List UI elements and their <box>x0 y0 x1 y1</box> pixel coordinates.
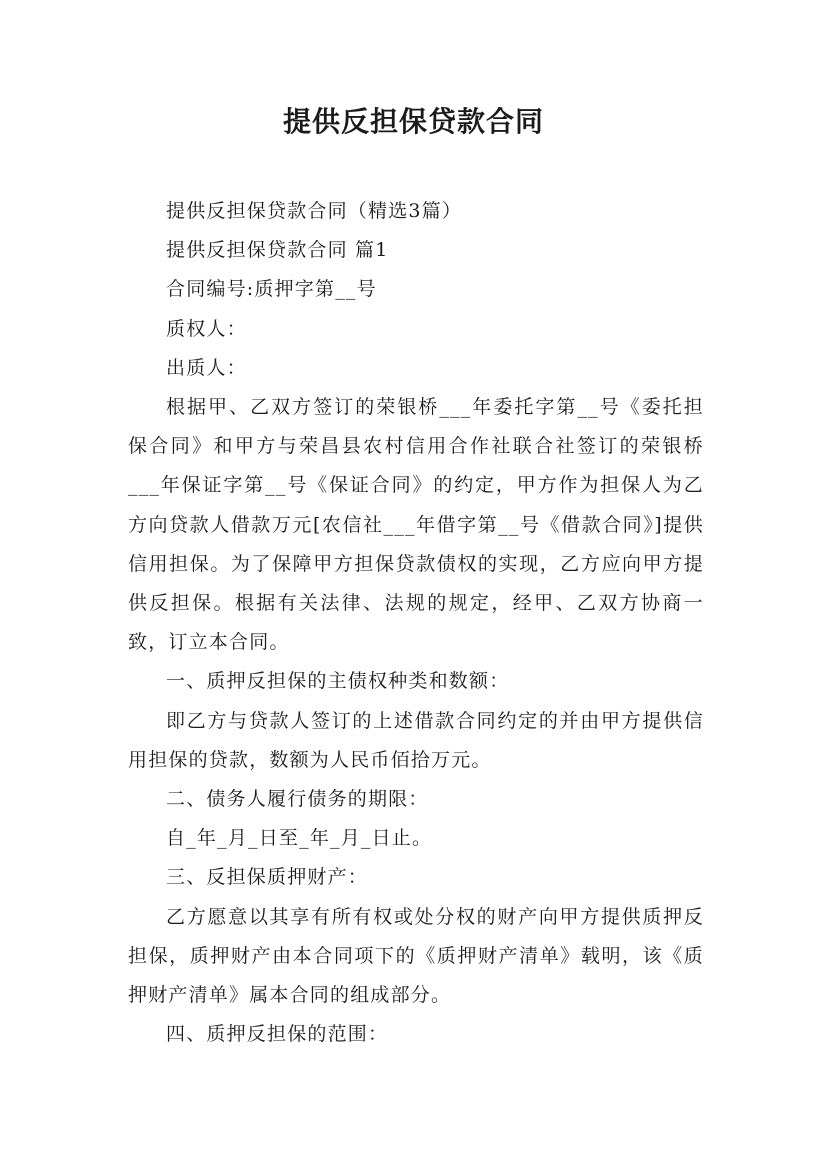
paragraph-section-3-heading: 三、反担保质押财产： <box>166 866 369 889</box>
paragraph-section-2-body: 自_年_月_日至_年_月_日止。 <box>166 827 433 850</box>
paragraph-heading-selection: 提供反担保贷款合同（精选3篇） <box>166 200 463 222</box>
document-title: 提供反担保贷款合同 <box>282 105 544 138</box>
paragraph-pledgee: 质权人： <box>166 317 247 340</box>
paragraph-preamble: 根据甲、乙双方签订的荣银桥___年委托字第__号《委托担保合同》和甲方与荣昌县农村信用合作社联合社签订的荣银桥___年保证字第__号《保证合同》的约定，甲方作为担保人为乙方向贷款人借款万元[农信社___年借字第__号《借款合同》]提供信用担保。为了保障甲方担保贷款债权的实现，乙方应向甲方提供反担保。根据有关法律、法规的规定，经甲、乙双方协商一致，订立本合同。 <box>128 396 704 654</box>
document-body <box>128 192 704 1054</box>
paragraph-section-4-heading: 四、质押反担保的范围： <box>166 1023 389 1046</box>
paragraph-article-label: 提供反担保贷款合同 篇1 <box>166 239 389 262</box>
paragraph-section-3-body: 乙方愿意以其享有所有权或处分权的财产向甲方提供质押反担保，质押财产由本合同项下的《质押财产清单》载明，该《质押财产清单》属本合同的组成部分。 <box>128 905 704 1007</box>
paragraph-section-1-body: 即乙方与贷款人签订的上述借款合同约定的并由甲方提供信用担保的贷款，数额为人民币佰拾万元。 <box>128 709 704 771</box>
paragraph-pledgor: 出质人： <box>166 356 247 379</box>
paragraph-contract-number: 合同编号:质押字第__号 <box>166 278 377 301</box>
paragraph-section-1-heading: 一、质押反担保的主债权种类和数额： <box>166 670 510 693</box>
paragraph-section-2-heading: 二、债务人履行债务的期限： <box>166 788 429 811</box>
